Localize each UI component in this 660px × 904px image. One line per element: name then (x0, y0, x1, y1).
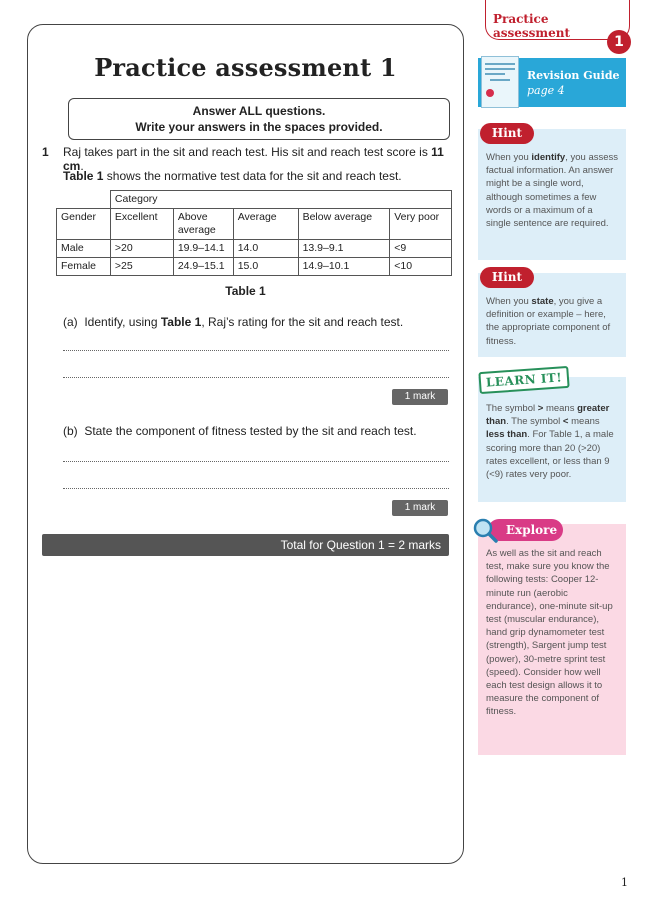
answer-line-a2[interactable] (63, 377, 449, 378)
revision-guide-page: page 4 (527, 84, 565, 97)
table-cell: >20 (110, 240, 173, 258)
table-header-cell: Average (233, 209, 298, 240)
explore-badge: Explore (488, 519, 563, 541)
revision-guide-title: Revision Guide (527, 69, 620, 82)
question-number: 1 (42, 145, 49, 159)
table-row (57, 240, 452, 258)
table-cell: <10 (390, 258, 452, 276)
question-stem: Raj takes part in the sit and reach test. His sit and reach test score is 11 cm. (63, 145, 444, 173)
normative-data-table (56, 190, 452, 276)
table-cell: 24.9–15.1 (173, 258, 233, 276)
table-cell: Female (57, 258, 111, 276)
hint-badge: Hint (480, 123, 534, 144)
instructions-line-2: Write your answers in the spaces provided. (135, 120, 383, 134)
mark-badge-a: 1 mark (392, 389, 448, 405)
revision-guide-book-icon (481, 56, 519, 108)
question-card (27, 24, 464, 864)
instructions-line-1: Answer ALL questions. (192, 104, 326, 118)
answer-line-a1[interactable] (63, 350, 449, 351)
assessment-number-badge: 1 (607, 30, 631, 54)
mark-badge-b: 1 mark (392, 500, 448, 516)
part-a-prompt: (a) Identify, using Table 1, Raj’s rating for the sit and reach test. (63, 315, 404, 329)
page-title: Practice assessment 1 (94, 53, 397, 82)
page-number: 1 (621, 876, 628, 889)
table-cell: 14.0 (233, 240, 298, 258)
table-cell: Male (57, 240, 111, 258)
hint-badge: Hint (480, 267, 534, 288)
practice-assessment-label: Practice assessment (493, 12, 571, 40)
table-caption: Table 1 (225, 284, 266, 298)
learn-it-badge: LEARN IT! (478, 366, 569, 394)
table-cell: >25 (110, 258, 173, 276)
table-header-cell: Very poor (390, 209, 452, 240)
instructions-box (68, 98, 450, 140)
table-intro: Table 1 shows the normative test data for the sit and reach test. (63, 169, 402, 183)
table-cell: 13.9–9.1 (298, 240, 390, 258)
question-total-bar: Total for Question 1 = 2 marks (42, 534, 449, 556)
magnifier-icon (471, 516, 499, 544)
part-b-prompt: (b) State the component of fitness tested by the sit and reach test. (63, 424, 417, 438)
answer-line-b1[interactable] (63, 461, 449, 462)
table-category-header: Category (110, 191, 451, 209)
table-header-cell: Below average (298, 209, 390, 240)
table-header-cell: Above average (173, 209, 233, 240)
table-corner (57, 191, 111, 209)
table-cell: <9 (390, 240, 452, 258)
answer-line-b2[interactable] (63, 488, 449, 489)
learn-it-panel: The symbol > means greater than. The symbol < means less than. For Table 1, a male scoring more than 20 (>20) rates excellent, or less than 9 (<9) rates very poor. (478, 377, 626, 502)
practice-assessment-tab (485, 0, 630, 40)
explore-panel: As well as the sit and reach test, make sure you know the following tests: Cooper 12-minute run (aerobic endurance), one-minute sit-up test (muscular endurance), hand grip dynamometer test (strength), Sargent jump test (power), 30-metre sprint test (speed). Consider how well each test design allows it to measure the component of fitness. (478, 524, 626, 755)
hint-panel-identify: When you identify, you assess factual information. An answer might be a single word, although sometimes a few words or a maximum of a single sentence are required. (478, 129, 626, 260)
table-row (57, 258, 452, 276)
table-cell: 14.9–10.1 (298, 258, 390, 276)
table-header-cell: Excellent (110, 209, 173, 240)
table-cell: 15.0 (233, 258, 298, 276)
table-header-cell: Gender (57, 209, 111, 240)
hint-panel-state: When you state, you give a definition or example – here, the appropriate component of fitness. (478, 273, 626, 357)
table-cell: 19.9–14.1 (173, 240, 233, 258)
